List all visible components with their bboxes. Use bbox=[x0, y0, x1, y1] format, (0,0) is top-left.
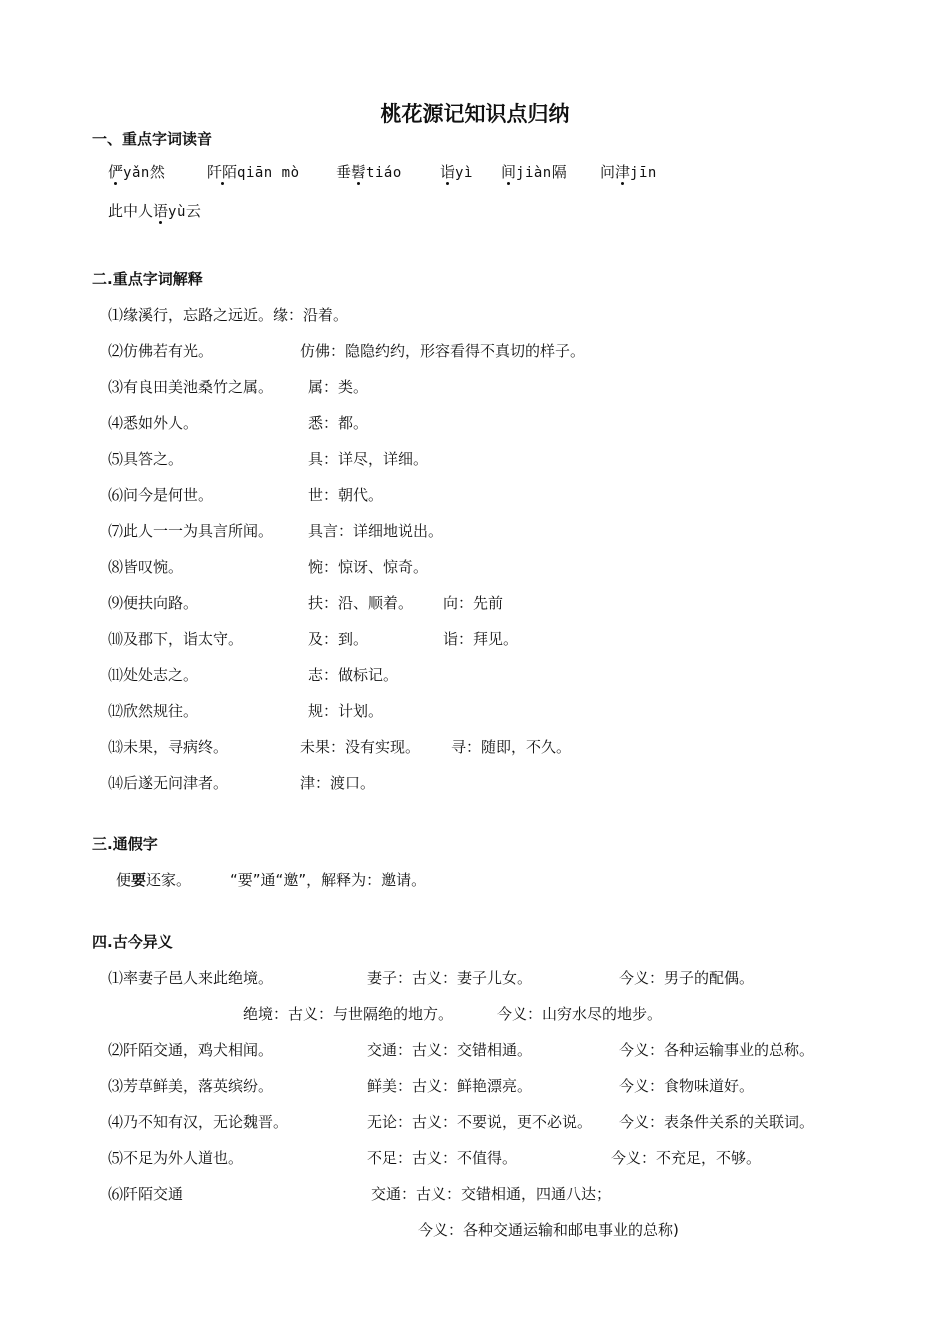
section-3-heading: 三.通假字 bbox=[92, 835, 158, 853]
char: 阡陌 bbox=[207, 163, 238, 181]
gujin-modern-meaning: 今义：食物味道好。 bbox=[619, 1077, 755, 1095]
section-2-heading: 二.重点字词解释 bbox=[92, 270, 203, 288]
gujin-ancient-meaning: 绝境：古义：与世隔绝的地方。 bbox=[243, 1005, 454, 1023]
char-rest: 隔 bbox=[551, 163, 567, 181]
reading-item bbox=[336, 161, 402, 182]
definition-meaning: 世：朝代。 bbox=[308, 486, 384, 504]
char: 髫 bbox=[351, 163, 367, 181]
definition-phrase: ⑼便扶向路。 bbox=[108, 594, 199, 612]
tongjia-pre: 便 bbox=[116, 871, 132, 889]
char: 语 bbox=[153, 202, 169, 220]
gujin-phrase: ⑶芳草鲜美，落英缤纷。 bbox=[108, 1077, 274, 1095]
gujin-phrase: ⑸不足为外人道也。 bbox=[108, 1149, 244, 1167]
gujin-ancient-meaning: 交通：古义：交错相通。 bbox=[367, 1041, 533, 1059]
pinyin: qiān mò bbox=[237, 165, 300, 181]
gujin-phrase: ⑴率妻子邑人来此绝境。 bbox=[108, 969, 274, 987]
char-rest: 云 bbox=[185, 202, 201, 220]
page-title: 桃花源记知识点归纳 bbox=[380, 102, 570, 126]
char: 津 bbox=[615, 163, 631, 181]
char: 俨 bbox=[108, 163, 124, 181]
pinyin: yǎn bbox=[123, 165, 150, 181]
definition-meaning: 属：类。 bbox=[308, 378, 369, 396]
char: 诣 bbox=[440, 163, 456, 181]
gujin-ancient-meaning: 今义：各种交通运输和邮电事业的总称) bbox=[418, 1221, 679, 1239]
gujin-modern-meaning: 今义：山穷水尽的地步。 bbox=[497, 1005, 663, 1023]
reading-item bbox=[600, 161, 657, 182]
definition-extra: 向：先前 bbox=[443, 594, 504, 612]
definition-extra: 诣：拜见。 bbox=[443, 630, 519, 648]
definition-phrase: ⑿欣然规往。 bbox=[108, 702, 199, 720]
char-rest: 然 bbox=[149, 163, 165, 181]
tongjia-note: “要”通“邀”，解释为：邀请。 bbox=[230, 871, 427, 889]
reading-item bbox=[108, 200, 201, 221]
pinyin: yù bbox=[168, 204, 186, 220]
char-pre: 问 bbox=[600, 163, 616, 181]
gujin-phrase: ⑹阡陌交通 bbox=[108, 1185, 184, 1203]
tongjia-key: 要 bbox=[131, 871, 147, 889]
reading-item bbox=[108, 161, 165, 182]
definition-phrase: ⑾处处志之。 bbox=[108, 666, 199, 684]
definition-phrase: ⒀未果，寻病终。 bbox=[108, 738, 229, 756]
definition-meaning: 规：计划。 bbox=[308, 702, 384, 720]
char: 间 bbox=[501, 163, 517, 181]
gujin-ancient-meaning: 鲜美：古义：鲜艳漂亮。 bbox=[367, 1077, 533, 1095]
definition-phrase: ⑵仿佛若有光。 bbox=[108, 342, 214, 360]
gujin-ancient-meaning: 无论：古义：不要说，更不必说。 bbox=[367, 1113, 593, 1131]
definition-meaning: 扶：沿、顺着。 bbox=[308, 594, 414, 612]
definition-phrase: ⒁后遂无问津者。 bbox=[108, 774, 229, 792]
definition-meaning: 惋：惊讶、惊奇。 bbox=[308, 558, 429, 576]
definition-extra: 寻：随即，不久。 bbox=[451, 738, 572, 756]
definition-phrase: ⑽及郡下，诣太守。 bbox=[108, 630, 244, 648]
definition-meaning: 具言：详细地说出。 bbox=[308, 522, 444, 540]
gujin-ancient-meaning: 妻子：古义：妻子儿女。 bbox=[367, 969, 533, 987]
definition-phrase: ⑹问今是何世。 bbox=[108, 486, 214, 504]
gujin-modern-meaning: 今义：表条件关系的关联词。 bbox=[619, 1113, 815, 1131]
reading-item bbox=[440, 161, 473, 182]
pinyin: jīn bbox=[630, 165, 657, 181]
tongjia-example bbox=[116, 869, 191, 890]
definition-phrase: ⑶有良田美池桑竹之属。 bbox=[108, 378, 274, 396]
definition-phrase: ⑻皆叹惋。 bbox=[108, 558, 184, 576]
gujin-ancient-meaning: 不足：古义：不值得。 bbox=[367, 1149, 518, 1167]
definition-meaning: 悉：都。 bbox=[308, 414, 369, 432]
definition-meaning: 未果：没有实现。 bbox=[300, 738, 421, 756]
gujin-modern-meaning: 今义：男子的配偶。 bbox=[619, 969, 755, 987]
definition-phrase: ⑸具答之。 bbox=[108, 450, 184, 468]
char-pre: 垂 bbox=[336, 163, 352, 181]
pinyin: tiáo bbox=[366, 165, 402, 181]
reading-item bbox=[207, 161, 300, 182]
gujin-phrase: ⑵阡陌交通，鸡犬相闻。 bbox=[108, 1041, 274, 1059]
definition-meaning: 具：详尽，详细。 bbox=[308, 450, 429, 468]
definition-meaning: 津：渡口。 bbox=[300, 774, 376, 792]
definition-phrase: ⑷悉如外人。 bbox=[108, 414, 199, 432]
pinyin: jiàn bbox=[516, 165, 552, 181]
definition-phrase: ⑺此人一一为具言所闻。 bbox=[108, 522, 274, 540]
reading-item bbox=[501, 161, 567, 182]
gujin-ancient-meaning: 交通：古义：交错相通，四通八达； bbox=[371, 1185, 612, 1203]
gujin-phrase: ⑷乃不知有汉，无论魏晋。 bbox=[108, 1113, 289, 1131]
char-pre: 此中人 bbox=[108, 202, 154, 220]
definition-meaning: 仿佛：隐隐约约，形容看得不真切的样子。 bbox=[300, 342, 586, 360]
definition-phrase: ⑴缘溪行，忘路之远近。缘：沿着。 bbox=[108, 306, 349, 324]
gujin-modern-meaning: 今义：各种运输事业的总称。 bbox=[619, 1041, 815, 1059]
gujin-modern-meaning: 今义：不充足，不够。 bbox=[611, 1149, 762, 1167]
section-4-heading: 四.古今异义 bbox=[92, 933, 173, 951]
pinyin: yì bbox=[455, 165, 473, 181]
definition-meaning: 及：到。 bbox=[308, 630, 369, 648]
tongjia-post: 还家。 bbox=[146, 871, 192, 889]
definition-meaning: 志：做标记。 bbox=[308, 666, 399, 684]
section-1-heading: 一、重点字词读音 bbox=[92, 130, 213, 148]
